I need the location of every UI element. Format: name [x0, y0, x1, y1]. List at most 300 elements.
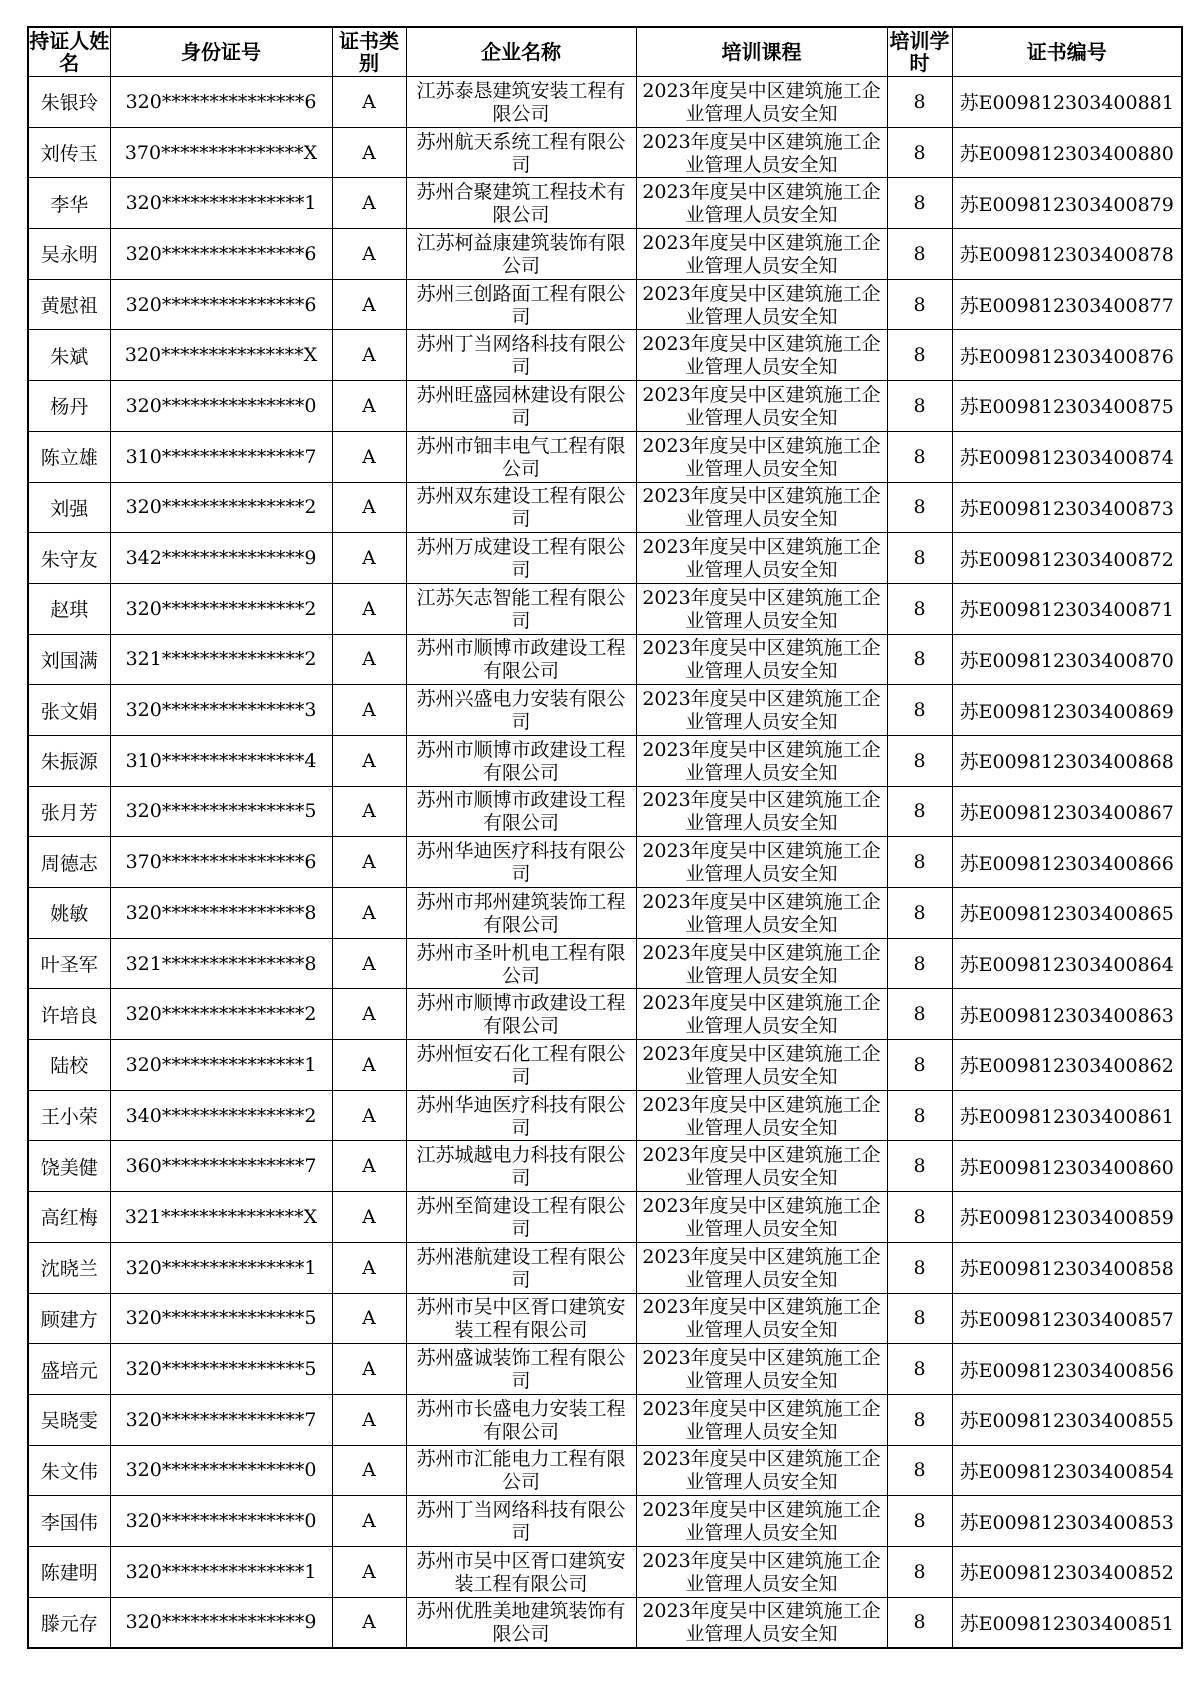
company-cell — [406, 1344, 636, 1395]
cert-type-cell: A — [332, 127, 406, 178]
cert-type-cell: A — [332, 634, 406, 685]
hours-cell: 8 — [887, 888, 952, 939]
cert-type-cell: A — [332, 1293, 406, 1344]
table-row — [28, 1394, 1182, 1445]
hours-cell: 8 — [887, 1597, 952, 1648]
course-cell — [636, 1344, 887, 1395]
company-cell-text: 苏州优胜美地建筑装饰有限公司 — [416, 1600, 626, 1646]
course-cell-text: 2023年度吴中区建筑施工企业管理人员安全知 — [642, 231, 881, 277]
course-cell-text: 2023年度吴中区建筑施工企业管理人员安全知 — [642, 383, 881, 429]
header-hours: 培训学时 — [887, 27, 952, 77]
table-header — [28, 27, 1182, 77]
course-cell-text: 2023年度吴中区建筑施工企业管理人员安全知 — [642, 1194, 881, 1240]
id-number-cell: 342***************9 — [110, 533, 332, 584]
cert-number-cell: 苏E009812303400873 — [952, 482, 1182, 533]
company-cell — [406, 735, 636, 786]
table-row — [28, 1040, 1182, 1091]
cert-number-cell: 苏E009812303400865 — [952, 888, 1182, 939]
id-number-cell: 320***************0 — [110, 381, 332, 432]
id-number-cell: 320***************5 — [110, 1344, 332, 1395]
holder-name-cell: 沈晓兰 — [28, 1242, 110, 1293]
course-cell-text: 2023年度吴中区建筑施工企业管理人员安全知 — [642, 1296, 881, 1342]
table-row — [28, 634, 1182, 685]
company-cell-text: 江苏矢志智能工程有限公司 — [416, 586, 626, 632]
holder-name-cell: 姚敏 — [28, 888, 110, 939]
course-cell — [636, 938, 887, 989]
company-cell-text: 苏州市顺博市政建设工程有限公司 — [416, 738, 626, 784]
cert-number-cell: 苏E009812303400864 — [952, 938, 1182, 989]
id-number-cell: 320***************6 — [110, 279, 332, 330]
cert-type-cell: A — [332, 1040, 406, 1091]
company-cell — [406, 1496, 636, 1547]
course-cell-text: 2023年度吴中区建筑施工企业管理人员安全知 — [642, 485, 881, 531]
company-cell — [406, 1141, 636, 1192]
cert-type-cell: A — [332, 1496, 406, 1547]
cert-number-cell: 苏E009812303400851 — [952, 1597, 1182, 1648]
company-cell-text: 苏州双东建设工程有限公司 — [416, 485, 626, 531]
holder-name-cell: 朱银玲 — [28, 77, 110, 128]
hours-cell: 8 — [887, 127, 952, 178]
holder-name-cell: 高红梅 — [28, 1192, 110, 1243]
course-cell-text: 2023年度吴中区建筑施工企业管理人员安全知 — [642, 1600, 881, 1646]
table-row — [28, 381, 1182, 432]
course-cell — [636, 1040, 887, 1091]
company-cell-text: 苏州丁当网络科技有限公司 — [416, 333, 626, 379]
cert-number-cell: 苏E009812303400852 — [952, 1546, 1182, 1597]
hours-cell: 8 — [887, 1040, 952, 1091]
holder-name-cell: 饶美健 — [28, 1141, 110, 1192]
company-cell-text: 苏州兴盛电力安装有限公司 — [416, 688, 626, 734]
cert-number-cell: 苏E009812303400876 — [952, 330, 1182, 381]
company-cell-text: 苏州市顺博市政建设工程有限公司 — [416, 992, 626, 1038]
holder-name-cell: 吴晓雯 — [28, 1394, 110, 1445]
holder-name-cell: 李华 — [28, 178, 110, 229]
cert-number-cell: 苏E009812303400870 — [952, 634, 1182, 685]
company-cell-text: 苏州市顺博市政建设工程有限公司 — [416, 789, 626, 835]
cert-number-cell: 苏E009812303400880 — [952, 127, 1182, 178]
cert-number-cell: 苏E009812303400879 — [952, 178, 1182, 229]
company-cell — [406, 938, 636, 989]
header-cert-number: 证书编号 — [952, 27, 1182, 77]
id-number-cell: 320***************5 — [110, 786, 332, 837]
hours-cell: 8 — [887, 77, 952, 128]
company-cell — [406, 685, 636, 736]
company-cell — [406, 1293, 636, 1344]
company-cell — [406, 127, 636, 178]
course-cell — [636, 127, 887, 178]
table-row — [28, 888, 1182, 939]
course-cell — [636, 330, 887, 381]
table-row — [28, 989, 1182, 1040]
hours-cell: 8 — [887, 685, 952, 736]
company-cell — [406, 1090, 636, 1141]
company-cell — [406, 1394, 636, 1445]
company-cell-text: 苏州华迪医疗科技有限公司 — [416, 840, 626, 886]
course-cell-text: 2023年度吴中区建筑施工企业管理人员安全知 — [642, 1144, 881, 1190]
cert-type-cell: A — [332, 431, 406, 482]
course-cell — [636, 381, 887, 432]
holder-name-cell: 赵琪 — [28, 583, 110, 634]
cert-type-cell: A — [332, 533, 406, 584]
holder-name-cell: 黄慰祖 — [28, 279, 110, 330]
id-number-cell: 320***************1 — [110, 1242, 332, 1293]
company-cell — [406, 1445, 636, 1496]
id-number-cell: 320***************1 — [110, 178, 332, 229]
course-cell-text: 2023年度吴中区建筑施工企业管理人员安全知 — [642, 1042, 881, 1088]
course-cell-text: 2023年度吴中区建筑施工企业管理人员安全知 — [642, 840, 881, 886]
id-number-cell: 370***************6 — [110, 837, 332, 888]
cert-number-cell: 苏E009812303400857 — [952, 1293, 1182, 1344]
table-row — [28, 533, 1182, 584]
cert-type-cell: A — [332, 1192, 406, 1243]
company-cell-text: 苏州市吴中区胥口建筑安装工程有限公司 — [416, 1296, 626, 1342]
company-cell-text: 苏州万成建设工程有限公司 — [416, 536, 626, 582]
table-row — [28, 1090, 1182, 1141]
hours-cell: 8 — [887, 1192, 952, 1243]
company-cell — [406, 229, 636, 280]
course-cell-text: 2023年度吴中区建筑施工企业管理人员安全知 — [642, 536, 881, 582]
company-cell-text: 苏州市邦州建筑装饰工程有限公司 — [416, 890, 626, 936]
hours-cell: 8 — [887, 1293, 952, 1344]
id-number-cell: 320***************2 — [110, 583, 332, 634]
holder-name-cell: 刘传玉 — [28, 127, 110, 178]
company-cell-text: 江苏柯益康建筑装饰有限公司 — [416, 231, 626, 277]
course-cell — [636, 583, 887, 634]
hours-cell: 8 — [887, 229, 952, 280]
cert-type-cell: A — [332, 1090, 406, 1141]
cert-type-cell: A — [332, 989, 406, 1040]
course-cell — [636, 1597, 887, 1648]
course-cell — [636, 1394, 887, 1445]
course-cell — [636, 685, 887, 736]
id-number-cell: 320***************6 — [110, 229, 332, 280]
holder-name-cell: 李国伟 — [28, 1496, 110, 1547]
cert-number-cell: 苏E009812303400863 — [952, 989, 1182, 1040]
table-row — [28, 837, 1182, 888]
hours-cell: 8 — [887, 1546, 952, 1597]
company-cell — [406, 583, 636, 634]
cert-number-cell: 苏E009812303400872 — [952, 533, 1182, 584]
cert-type-cell: A — [332, 330, 406, 381]
course-cell-text: 2023年度吴中区建筑施工企业管理人员安全知 — [642, 181, 881, 227]
hours-cell: 8 — [887, 938, 952, 989]
cert-type-cell: A — [332, 279, 406, 330]
hours-cell: 8 — [887, 837, 952, 888]
company-cell — [406, 837, 636, 888]
company-cell — [406, 1242, 636, 1293]
id-number-cell: 320***************9 — [110, 1597, 332, 1648]
hours-cell: 8 — [887, 1141, 952, 1192]
cert-number-cell: 苏E009812303400881 — [952, 77, 1182, 128]
cert-number-cell: 苏E009812303400855 — [952, 1394, 1182, 1445]
company-cell — [406, 330, 636, 381]
course-cell — [636, 533, 887, 584]
cert-number-cell: 苏E009812303400860 — [952, 1141, 1182, 1192]
company-cell — [406, 482, 636, 533]
cert-number-cell: 苏E009812303400856 — [952, 1344, 1182, 1395]
table-row — [28, 1293, 1182, 1344]
id-number-cell: 320***************5 — [110, 1293, 332, 1344]
cert-type-cell: A — [332, 229, 406, 280]
cert-type-cell: A — [332, 178, 406, 229]
cert-type-cell: A — [332, 1344, 406, 1395]
holder-name-cell: 朱振源 — [28, 735, 110, 786]
course-cell-text: 2023年度吴中区建筑施工企业管理人员安全知 — [642, 941, 881, 987]
hours-cell: 8 — [887, 634, 952, 685]
course-cell — [636, 837, 887, 888]
id-number-cell: 320***************2 — [110, 482, 332, 533]
cert-number-cell: 苏E009812303400866 — [952, 837, 1182, 888]
company-cell — [406, 989, 636, 1040]
id-number-cell: 320***************1 — [110, 1040, 332, 1091]
company-cell-text: 苏州市圣叶机电工程有限公司 — [416, 941, 626, 987]
hours-cell: 8 — [887, 1394, 952, 1445]
table-row — [28, 1141, 1182, 1192]
company-cell-text: 苏州航天系统工程有限公司 — [416, 130, 626, 176]
company-cell-text: 苏州港航建设工程有限公司 — [416, 1245, 626, 1291]
table-row — [28, 178, 1182, 229]
course-cell-text: 2023年度吴中区建筑施工企业管理人员安全知 — [642, 1245, 881, 1291]
course-cell — [636, 735, 887, 786]
id-number-cell: 320***************0 — [110, 1496, 332, 1547]
id-number-cell: 320***************7 — [110, 1394, 332, 1445]
course-cell-text: 2023年度吴中区建筑施工企业管理人员安全知 — [642, 333, 881, 379]
company-cell — [406, 381, 636, 432]
course-cell-text: 2023年度吴中区建筑施工企业管理人员安全知 — [642, 282, 881, 328]
cert-type-cell: A — [332, 685, 406, 736]
company-cell-text: 苏州丁当网络科技有限公司 — [416, 1499, 626, 1545]
holder-name-cell: 顾建方 — [28, 1293, 110, 1344]
hours-cell: 8 — [887, 482, 952, 533]
id-number-cell: 310***************7 — [110, 431, 332, 482]
table-row — [28, 1344, 1182, 1395]
cert-type-cell: A — [332, 381, 406, 432]
cert-type-cell: A — [332, 1546, 406, 1597]
company-cell — [406, 1546, 636, 1597]
hours-cell: 8 — [887, 431, 952, 482]
table-row — [28, 279, 1182, 330]
cert-number-cell: 苏E009812303400878 — [952, 229, 1182, 280]
company-cell-text: 苏州恒安石化工程有限公司 — [416, 1042, 626, 1088]
cert-type-cell: A — [332, 1445, 406, 1496]
hours-cell: 8 — [887, 1090, 952, 1141]
company-cell — [406, 1040, 636, 1091]
course-cell — [636, 229, 887, 280]
cert-number-cell: 苏E009812303400861 — [952, 1090, 1182, 1141]
company-cell — [406, 888, 636, 939]
table-row — [28, 127, 1182, 178]
hours-cell: 8 — [887, 1344, 952, 1395]
cert-type-cell: A — [332, 837, 406, 888]
holder-name-cell: 朱文伟 — [28, 1445, 110, 1496]
table-row — [28, 330, 1182, 381]
company-cell — [406, 279, 636, 330]
cert-number-cell: 苏E009812303400875 — [952, 381, 1182, 432]
cert-type-cell: A — [332, 888, 406, 939]
header-cert-type: 证书类别 — [332, 27, 406, 77]
company-cell-text: 苏州市汇能电力工程有限公司 — [416, 1448, 626, 1494]
course-cell-text: 2023年度吴中区建筑施工企业管理人员安全知 — [642, 1448, 881, 1494]
course-cell-text: 2023年度吴中区建筑施工企业管理人员安全知 — [642, 688, 881, 734]
course-cell-text: 2023年度吴中区建筑施工企业管理人员安全知 — [642, 992, 881, 1038]
company-cell-text: 苏州三创路面工程有限公司 — [416, 282, 626, 328]
certificate-table — [27, 26, 1183, 1649]
table-row — [28, 77, 1182, 128]
company-cell-text: 苏州旺盛园林建设有限公司 — [416, 383, 626, 429]
company-cell-text: 江苏城越电力科技有限公司 — [416, 1144, 626, 1190]
company-cell — [406, 431, 636, 482]
course-cell — [636, 1546, 887, 1597]
cert-type-cell: A — [332, 938, 406, 989]
company-cell-text: 苏州市长盛电力安装工程有限公司 — [416, 1397, 626, 1443]
course-cell — [636, 279, 887, 330]
company-cell-text: 苏州合聚建筑工程技术有限公司 — [416, 181, 626, 227]
holder-name-cell: 陈立雄 — [28, 431, 110, 482]
company-cell — [406, 634, 636, 685]
company-cell — [406, 1192, 636, 1243]
holder-name-cell: 叶圣军 — [28, 938, 110, 989]
course-cell-text: 2023年度吴中区建筑施工企业管理人员安全知 — [642, 130, 881, 176]
course-cell — [636, 178, 887, 229]
table-row — [28, 685, 1182, 736]
table-row — [28, 1445, 1182, 1496]
table-row — [28, 1242, 1182, 1293]
holder-name-cell: 张月芳 — [28, 786, 110, 837]
company-cell — [406, 178, 636, 229]
id-number-cell: 310***************4 — [110, 735, 332, 786]
course-cell — [636, 786, 887, 837]
hours-cell: 8 — [887, 1445, 952, 1496]
course-cell-text: 2023年度吴中区建筑施工企业管理人员安全知 — [642, 1499, 881, 1545]
course-cell-text: 2023年度吴中区建筑施工企业管理人员安全知 — [642, 586, 881, 632]
table-row — [28, 786, 1182, 837]
cert-number-cell: 苏E009812303400869 — [952, 685, 1182, 736]
course-cell — [636, 1496, 887, 1547]
cert-number-cell: 苏E009812303400877 — [952, 279, 1182, 330]
cert-number-cell: 苏E009812303400859 — [952, 1192, 1182, 1243]
cert-number-cell: 苏E009812303400853 — [952, 1496, 1182, 1547]
table-row — [28, 1597, 1182, 1648]
course-cell — [636, 888, 887, 939]
cert-type-cell: A — [332, 1242, 406, 1293]
company-cell-text: 苏州市钿丰电气工程有限公司 — [416, 434, 626, 480]
course-cell — [636, 1141, 887, 1192]
cert-type-cell: A — [332, 1597, 406, 1648]
id-number-cell: 320***************8 — [110, 888, 332, 939]
cert-type-cell: A — [332, 786, 406, 837]
holder-name-cell: 刘强 — [28, 482, 110, 533]
course-cell-text: 2023年度吴中区建筑施工企业管理人员安全知 — [642, 1397, 881, 1443]
course-cell — [636, 77, 887, 128]
header-course: 培训课程 — [636, 27, 887, 77]
hours-cell: 8 — [887, 330, 952, 381]
table-row — [28, 229, 1182, 280]
id-number-cell: 320***************0 — [110, 1445, 332, 1496]
cert-type-cell: A — [332, 1141, 406, 1192]
id-number-cell: 321***************2 — [110, 634, 332, 685]
id-number-cell: 360***************7 — [110, 1141, 332, 1192]
course-cell — [636, 1445, 887, 1496]
company-cell — [406, 1597, 636, 1648]
id-number-cell: 340***************2 — [110, 1090, 332, 1141]
holder-name-cell: 陆校 — [28, 1040, 110, 1091]
id-number-cell: 320***************3 — [110, 685, 332, 736]
company-cell-text: 苏州华迪医疗科技有限公司 — [416, 1093, 626, 1139]
header-holder-name: 持证人姓名 — [29, 29, 110, 75]
company-cell — [406, 533, 636, 584]
holder-name-cell: 杨丹 — [28, 381, 110, 432]
course-cell — [636, 989, 887, 1040]
holder-name-cell: 刘国满 — [28, 634, 110, 685]
holder-name-cell: 朱守友 — [28, 533, 110, 584]
cert-type-cell: A — [332, 77, 406, 128]
hours-cell: 8 — [887, 583, 952, 634]
course-cell-text: 2023年度吴中区建筑施工企业管理人员安全知 — [642, 637, 881, 683]
course-cell-text: 2023年度吴中区建筑施工企业管理人员安全知 — [642, 738, 881, 784]
holder-name-cell: 张文娟 — [28, 685, 110, 736]
holder-name-cell: 王小荣 — [28, 1090, 110, 1141]
hours-cell: 8 — [887, 1242, 952, 1293]
header-id-number: 身份证号 — [110, 27, 332, 77]
company-cell-text: 江苏泰恳建筑安装工程有限公司 — [416, 79, 626, 125]
company-cell — [406, 77, 636, 128]
table-row — [28, 482, 1182, 533]
table-row — [28, 583, 1182, 634]
course-cell — [636, 634, 887, 685]
table-row — [28, 735, 1182, 786]
table-row — [28, 1192, 1182, 1243]
id-number-cell: 321***************X — [110, 1192, 332, 1243]
course-cell — [636, 431, 887, 482]
course-cell-text: 2023年度吴中区建筑施工企业管理人员安全知 — [642, 1093, 881, 1139]
id-number-cell: 321***************8 — [110, 938, 332, 989]
hours-cell: 8 — [887, 279, 952, 330]
company-cell-text: 苏州盛诚装饰工程有限公司 — [416, 1347, 626, 1393]
hours-cell: 8 — [887, 989, 952, 1040]
cert-number-cell: 苏E009812303400862 — [952, 1040, 1182, 1091]
cert-type-cell: A — [332, 482, 406, 533]
hours-cell: 8 — [887, 381, 952, 432]
holder-name-cell: 许培良 — [28, 989, 110, 1040]
course-cell-text: 2023年度吴中区建筑施工企业管理人员安全知 — [642, 434, 881, 480]
id-number-cell: 320***************1 — [110, 1546, 332, 1597]
holder-name-cell: 吴永明 — [28, 229, 110, 280]
cert-number-cell: 苏E009812303400858 — [952, 1242, 1182, 1293]
course-cell-text: 2023年度吴中区建筑施工企业管理人员安全知 — [642, 789, 881, 835]
table-row — [28, 1546, 1182, 1597]
course-cell — [636, 482, 887, 533]
table-row — [28, 1496, 1182, 1547]
header-company: 企业名称 — [406, 27, 636, 77]
course-cell-text: 2023年度吴中区建筑施工企业管理人员安全知 — [642, 1549, 881, 1595]
holder-name-cell: 滕元存 — [28, 1597, 110, 1648]
course-cell — [636, 1192, 887, 1243]
course-cell — [636, 1090, 887, 1141]
id-number-cell: 320***************2 — [110, 989, 332, 1040]
cert-type-cell: A — [332, 583, 406, 634]
company-cell-text: 苏州市顺博市政建设工程有限公司 — [416, 637, 626, 683]
id-number-cell: 320***************6 — [110, 77, 332, 128]
cert-number-cell: 苏E009812303400854 — [952, 1445, 1182, 1496]
cert-number-cell: 苏E009812303400874 — [952, 431, 1182, 482]
course-cell-text: 2023年度吴中区建筑施工企业管理人员安全知 — [642, 1347, 881, 1393]
id-number-cell: 320***************X — [110, 330, 332, 381]
hours-cell: 8 — [887, 786, 952, 837]
course-cell — [636, 1293, 887, 1344]
hours-cell: 8 — [887, 178, 952, 229]
cert-type-cell: A — [332, 735, 406, 786]
holder-name-cell: 周德志 — [28, 837, 110, 888]
